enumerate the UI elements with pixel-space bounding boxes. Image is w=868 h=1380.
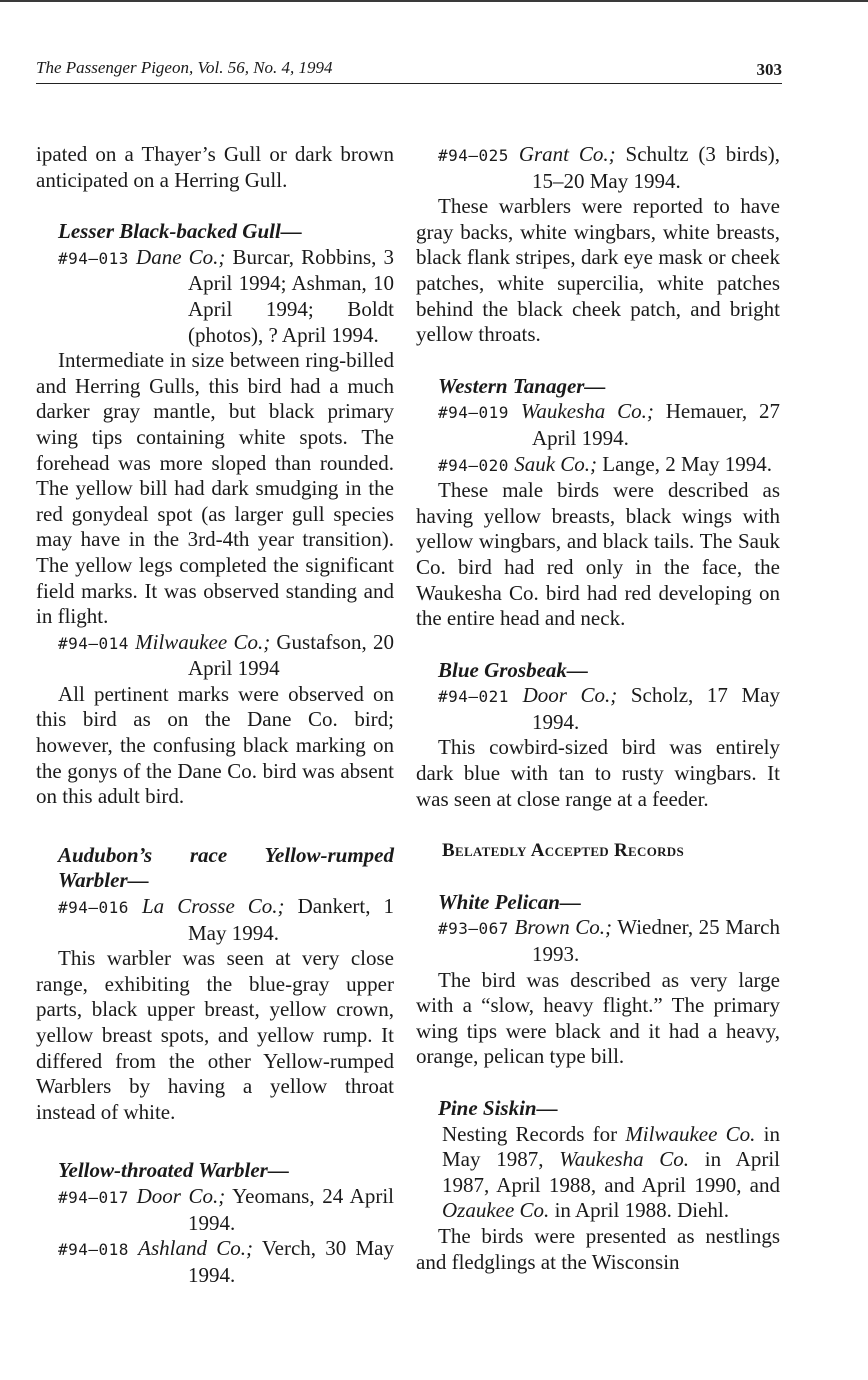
note-text: Nesting Records for: [442, 1121, 626, 1146]
record-number: #94–018: [58, 1240, 129, 1260]
note-text: in April 1987, April 1988, and April 1990, and: [442, 1147, 780, 1197]
record-text: Hemauer, 27 April 1994.: [532, 399, 780, 450]
record-entry: [416, 452, 780, 479]
county: Milwaukee Co.;: [135, 629, 271, 654]
record-number: #93–067: [438, 919, 509, 939]
record-number: #94–019: [438, 403, 509, 423]
right-column: [416, 142, 780, 1275]
county: Waukesha Co.: [559, 1147, 690, 1172]
county: Waukesha Co.;: [520, 399, 654, 424]
description-paragraph: This cowbird-sized bird was entirely dark blue with tan to rusty wingbars. It was seen at close range at a feeder.: [416, 735, 780, 811]
description-paragraph: Intermediate in size between ring-billed and Herring Gulls, this bird had a much darker gray mantle, but black primary wing tips containing white spots. The forehead was more sloped than rounded. The yellow bill had dark smudging in the red gonydeal spot (as larger gull species may have in the 3rd-4th year transition). The yellow legs completed the significant field marks. It was observed standing and in flight.: [36, 348, 394, 629]
record-text: Schultz (3 birds), 15–20 May 1994.: [532, 142, 781, 193]
description-paragraph: These warblers were reported to have gray backs, white wingbars, white breasts, black flank stripes, dark eye mask or cheek patches, white supercilia, white patches behind the black cheek patch, and bright yellow throats.: [416, 194, 780, 347]
record-number: #94–017: [58, 1187, 129, 1207]
county: Sauk Co.;: [514, 451, 598, 476]
record-text: Verch, 30 May 1994.: [188, 1236, 394, 1287]
journal-title: The Passenger Pigeon, Vol. 56, No. 4, 1994: [36, 58, 333, 77]
record-text: Yeomans, 24 April 1994.: [188, 1183, 394, 1235]
left-column: [36, 142, 394, 1288]
record-number: #94–014: [58, 633, 129, 653]
top-rule: [0, 0, 868, 2]
species-heading: Lesser Black-backed Gull—: [58, 219, 302, 244]
record-entry: [416, 399, 780, 451]
page-number: 303: [756, 60, 782, 79]
continued-paragraph: ipated on a Thayer’s Gull or dark brown anticipated on a Herring Gull.: [36, 142, 394, 192]
record-entry: [416, 915, 780, 967]
record-text: Scholz, 17 May 1994.: [532, 683, 781, 734]
county: La Crosse Co.;: [141, 894, 285, 919]
record-entry: [36, 1184, 394, 1236]
record-text: Dankert, 1 May 1994.: [188, 894, 395, 945]
county: Door Co.;: [522, 683, 618, 708]
record-number: #94–016: [58, 898, 129, 918]
description-paragraph: These male birds were described as having yellow breasts, black wings with yellow wingbars, and black tails. The Sauk Co. bird had red only in the face, the Waukesha Co. bird had red developing on the entire head and neck.: [416, 478, 780, 631]
record-entry: [36, 1236, 394, 1288]
record-number: #94–013: [58, 248, 129, 268]
record-text: Gustafson, 20 April 1994: [188, 629, 394, 681]
species-heading: Western Tanager—: [438, 373, 606, 398]
description-paragraph: All pertinent marks were observed on this bird as on the Dane Co. bird; however, the confusing black marking on the gonys of the Dane Co. bird was absent on this adult bird.: [36, 681, 394, 809]
running-header: [36, 58, 782, 84]
record-entry: [416, 142, 780, 194]
note-text: in May 1987,: [442, 1121, 780, 1172]
county: Grant Co.;: [518, 142, 616, 166]
county: Brown Co.;: [514, 915, 613, 940]
record-text: Lange, 2 May 1994.: [597, 451, 772, 476]
record-number: #94–025: [438, 146, 509, 165]
county: Ozaukee Co.: [442, 1198, 550, 1223]
record-text: Burcar, Robbins, 3 April 1994; Ashman, 10 April 1994; Boldt (photos), ? April 1994.: [188, 244, 394, 347]
county: Milwaukee Co.: [625, 1121, 756, 1146]
record-text: Wiedner, 25 March 1993.: [532, 915, 781, 967]
note-text: in April 1988. Diehl.: [549, 1198, 729, 1223]
header-rule: [36, 83, 782, 84]
species-heading: Yellow-throated Warbler—: [58, 1158, 289, 1183]
record-entry: [36, 894, 394, 946]
county: Door Co.;: [136, 1183, 226, 1208]
record-entry: [36, 630, 394, 682]
county: Ashland Co.;: [138, 1236, 253, 1261]
county: Dane Co.;: [136, 244, 226, 269]
species-heading: Pine Siskin—: [438, 1096, 558, 1120]
nesting-note: [416, 1122, 780, 1224]
record-entry: [36, 245, 394, 348]
section-heading: Belatedly Accepted Records: [442, 840, 685, 862]
species-heading: Blue Grosbeak—: [438, 657, 588, 682]
description-paragraph: This warbler was seen at very close range, exhibiting the blue-gray upper parts, black upper breast, yellow crown, yellow breast spots, and yellow rump. It differed from the other Yellow-rumped Warblers by having a yellow throat instead of white.: [36, 946, 394, 1124]
species-heading: White Pelican—: [438, 889, 581, 914]
species-heading: Audubon’s race Yellow-rumped Warbler—: [58, 842, 394, 893]
record-number: #94–021: [438, 687, 509, 707]
record-number: #94–020: [438, 455, 509, 475]
description-paragraph: The birds were presented as nestlings and fledglings at the Wisconsin: [416, 1223, 780, 1274]
description-paragraph: The bird was described as very large with a “slow, heavy flight.” The primary wing tips were black and it had a heavy, orange, pelican type bill.: [416, 967, 780, 1069]
record-entry: [416, 683, 780, 735]
